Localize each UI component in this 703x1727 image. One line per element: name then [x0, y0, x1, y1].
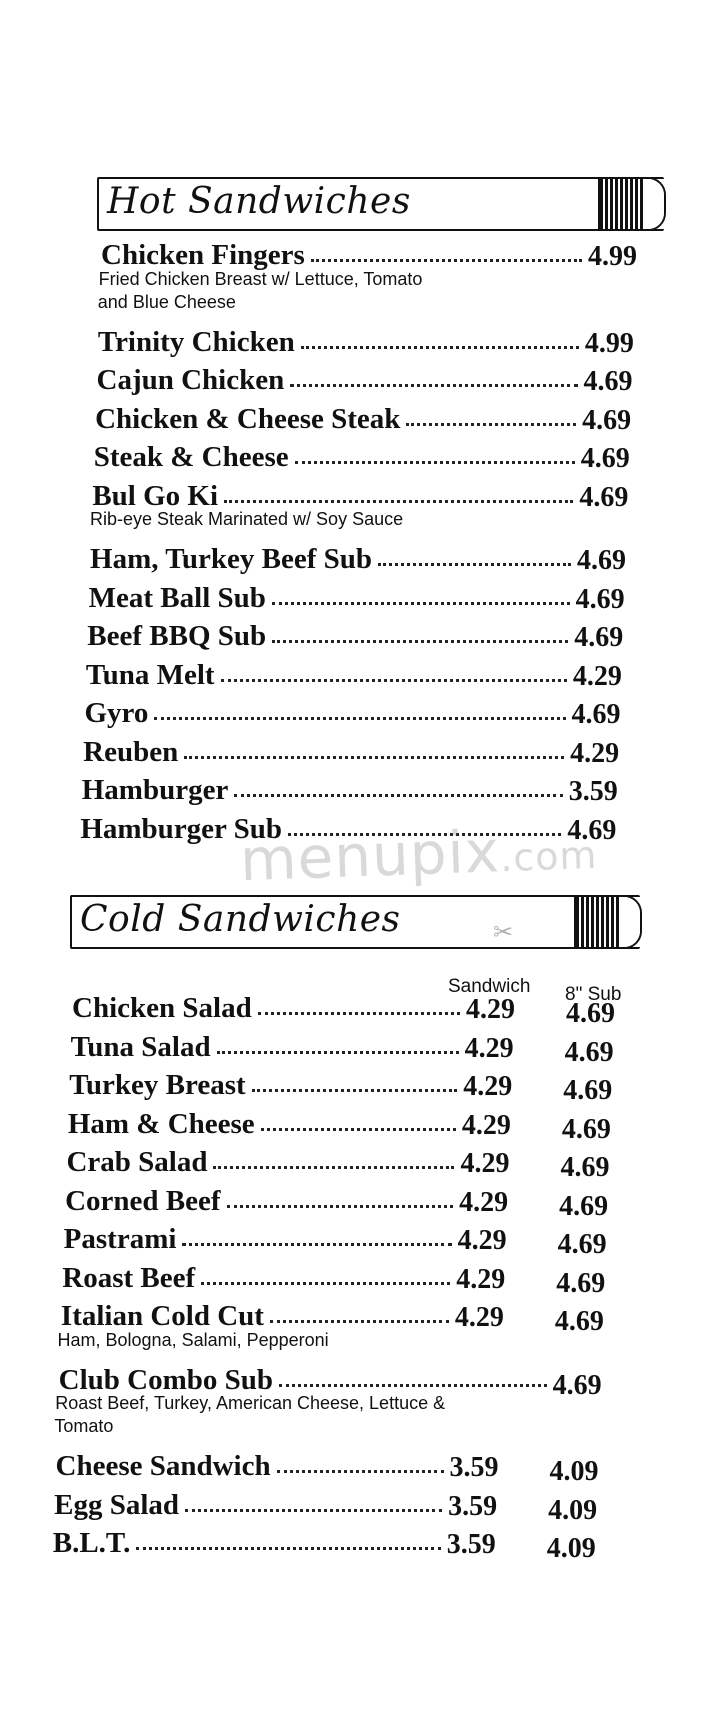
dot-leader: [234, 794, 562, 797]
dot-leader: [182, 1243, 451, 1246]
item-description: Fried Chicken Breast w/ Lettuce, Tomato: [98, 268, 423, 289]
item-price-sub: 4.69: [559, 1190, 609, 1222]
item-price-sub: 4.69: [557, 1229, 607, 1260]
item-price-sub: 4.69: [552, 1369, 602, 1401]
menu-item-row: [56, 1448, 650, 1488]
dot-leader: [272, 640, 568, 643]
menu-item-row: [62, 1260, 650, 1300]
item-price: 3.59: [568, 776, 618, 807]
menu-item-row: [87, 618, 650, 658]
item-description: Ham, Bologna, Salami, Pepperoni: [57, 1329, 329, 1350]
menu-item-row: [69, 1067, 650, 1107]
item-price: 4.69: [575, 583, 625, 615]
menu-item-row: [82, 772, 650, 812]
dot-leader: [378, 563, 571, 566]
menu-item-row: [95, 401, 650, 441]
item-price: 4.99: [584, 327, 634, 359]
menu-item-row: [98, 324, 650, 364]
item-price-sandwich: 4.29: [457, 1225, 507, 1256]
menu-item-row: [65, 1183, 650, 1223]
dot-leader: [295, 461, 575, 464]
item-description: Rib-eye Steak Marinated w/ Soy Sauce: [89, 509, 404, 529]
item-price: 4.69: [579, 481, 629, 513]
item-price-sandwich: 4.29: [460, 1148, 510, 1179]
item-name: Hamburger Sub: [80, 811, 286, 847]
item-price: 4.69: [574, 622, 624, 653]
dot-leader: [227, 1205, 454, 1208]
dot-leader: [301, 346, 579, 349]
dot-leader: [290, 384, 577, 387]
hot-sandwiches-title: Hot Sandwiches: [107, 181, 411, 222]
item-description: Tomato: [54, 1416, 114, 1436]
item-price-sub: 4.09: [549, 1456, 599, 1487]
item-price-sub: 4.69: [561, 1113, 611, 1145]
item-name: Ham & Cheese: [68, 1106, 259, 1142]
item-description: and Blue Cheese: [97, 291, 236, 312]
menu-item-row: [86, 657, 650, 697]
item-name: Crab Salad: [66, 1144, 211, 1180]
item-name: Steak & Cheese: [94, 439, 293, 475]
dot-leader: [272, 602, 570, 605]
item-name: Tuna Melt: [86, 657, 219, 693]
col-head-sub: 8" Sub: [565, 984, 622, 1005]
item-name: Chicken & Cheese Steak: [95, 401, 404, 437]
hot-sandwiches-banner: [97, 177, 664, 231]
dot-leader: [184, 756, 564, 759]
item-name: Cajun Chicken: [97, 362, 289, 398]
item-price-sandwich: 4.29: [466, 994, 515, 1025]
menu-item-row: [54, 1487, 650, 1527]
dot-leader: [311, 259, 582, 262]
banner-end-cap: [598, 177, 666, 231]
cold-sandwiches-title: Cold Sandwiches: [80, 899, 401, 940]
item-name: Club Combo Sub: [59, 1362, 277, 1398]
menu-item-row: [85, 695, 650, 735]
item-name: Trinity Chicken: [98, 324, 299, 360]
dot-leader: [270, 1320, 449, 1323]
item-price-sandwich: 4.29: [456, 1263, 506, 1295]
item-name: Ham, Turkey Beef Sub: [90, 541, 376, 577]
item-price: 4.99: [588, 241, 637, 272]
item-name: Egg Salad: [54, 1487, 183, 1523]
cold-sandwiches-banner: [70, 895, 640, 949]
item-name: Bul Go Ki: [92, 478, 222, 514]
dot-leader: [136, 1547, 440, 1550]
dot-leader: [213, 1166, 454, 1169]
item-price: 4.69: [580, 443, 630, 474]
dot-leader: [217, 1051, 459, 1054]
dot-leader: [252, 1089, 458, 1092]
item-price-sandwich: 4.29: [454, 1302, 504, 1333]
item-price-sandwich: 4.29: [459, 1186, 509, 1218]
item-name: Meat Ball Sub: [89, 580, 270, 616]
menu-item-row: [90, 541, 650, 581]
dot-leader: [406, 423, 576, 426]
dot-leader: [277, 1470, 444, 1473]
item-price-sandwich: 3.59: [449, 1452, 499, 1483]
item-price-sandwich: 4.29: [464, 1032, 514, 1064]
item-name: Tuna Salad: [71, 1029, 215, 1065]
menu-item-row: [94, 439, 650, 479]
item-name: Roast Beef: [62, 1260, 199, 1296]
item-name: Turkey Breast: [69, 1067, 249, 1103]
item-name: Beef BBQ Sub: [87, 618, 270, 654]
menu-item-row: [97, 362, 651, 402]
banner-end-cap: [574, 895, 642, 949]
dot-leader: [224, 500, 573, 503]
watermark-logo: menupix.com: [238, 817, 599, 895]
item-price-sub: 4.69: [564, 1036, 614, 1068]
item-price-sandwich: 4.29: [463, 1071, 513, 1102]
item-price-sub: 4.09: [546, 1533, 596, 1564]
item-price-sandwich: 4.29: [461, 1109, 511, 1141]
item-price-sandwich: 3.59: [448, 1490, 498, 1522]
item-price-sub: 4.09: [548, 1494, 598, 1526]
menu-item-row: [53, 1525, 650, 1565]
dot-leader: [154, 717, 565, 720]
item-price-sub: 4.69: [556, 1267, 606, 1299]
menu-item-row: [72, 990, 650, 1030]
menu-item-row: [83, 734, 650, 774]
item-price: 4.69: [571, 699, 621, 730]
item-name: Chicken Salad: [72, 990, 256, 1026]
item-price-sub: 4.69: [566, 998, 615, 1029]
menu-item-row: [89, 580, 650, 620]
dot-leader: [201, 1282, 450, 1285]
scissors-icon: ✂: [493, 918, 514, 946]
item-name: Reuben: [83, 734, 182, 770]
col-head-sandwich: Sandwich: [448, 976, 531, 997]
item-price: 4.69: [582, 404, 632, 436]
menu-item-row: [64, 1221, 650, 1261]
item-price-sub: 4.69: [563, 1075, 613, 1106]
item-name: Corned Beef: [65, 1183, 224, 1219]
item-price: 4.69: [577, 545, 627, 576]
item-description: Roast Beef, Turkey, American Cheese, Lettuce &: [55, 1393, 446, 1413]
item-price: 4.69: [583, 366, 633, 397]
menu-item-row: [71, 1029, 650, 1069]
item-price-sub: 4.69: [560, 1152, 610, 1183]
item-price-sub: 4.69: [554, 1306, 604, 1337]
item-name: Chicken Fingers: [101, 237, 309, 273]
menu-item-row: [66, 1144, 650, 1184]
item-name: Gyro: [85, 695, 153, 731]
item-price-sandwich: 3.59: [446, 1529, 496, 1560]
dot-leader: [185, 1509, 442, 1512]
menu-item-row: [68, 1106, 650, 1146]
item-price: 4.29: [570, 737, 620, 769]
item-name: Italian Cold Cut: [61, 1298, 268, 1334]
dot-leader: [258, 1012, 460, 1015]
item-name: B.L.T.: [53, 1525, 135, 1561]
item-name: Cheese Sandwich: [56, 1448, 275, 1484]
dot-leader: [261, 1128, 456, 1131]
item-price: 4.69: [567, 814, 617, 846]
dot-leader: [221, 679, 567, 682]
item-name: Hamburger: [82, 772, 233, 808]
dot-leader: [279, 1384, 547, 1387]
item-price: 4.29: [572, 660, 622, 692]
item-name: Pastrami: [64, 1221, 181, 1257]
